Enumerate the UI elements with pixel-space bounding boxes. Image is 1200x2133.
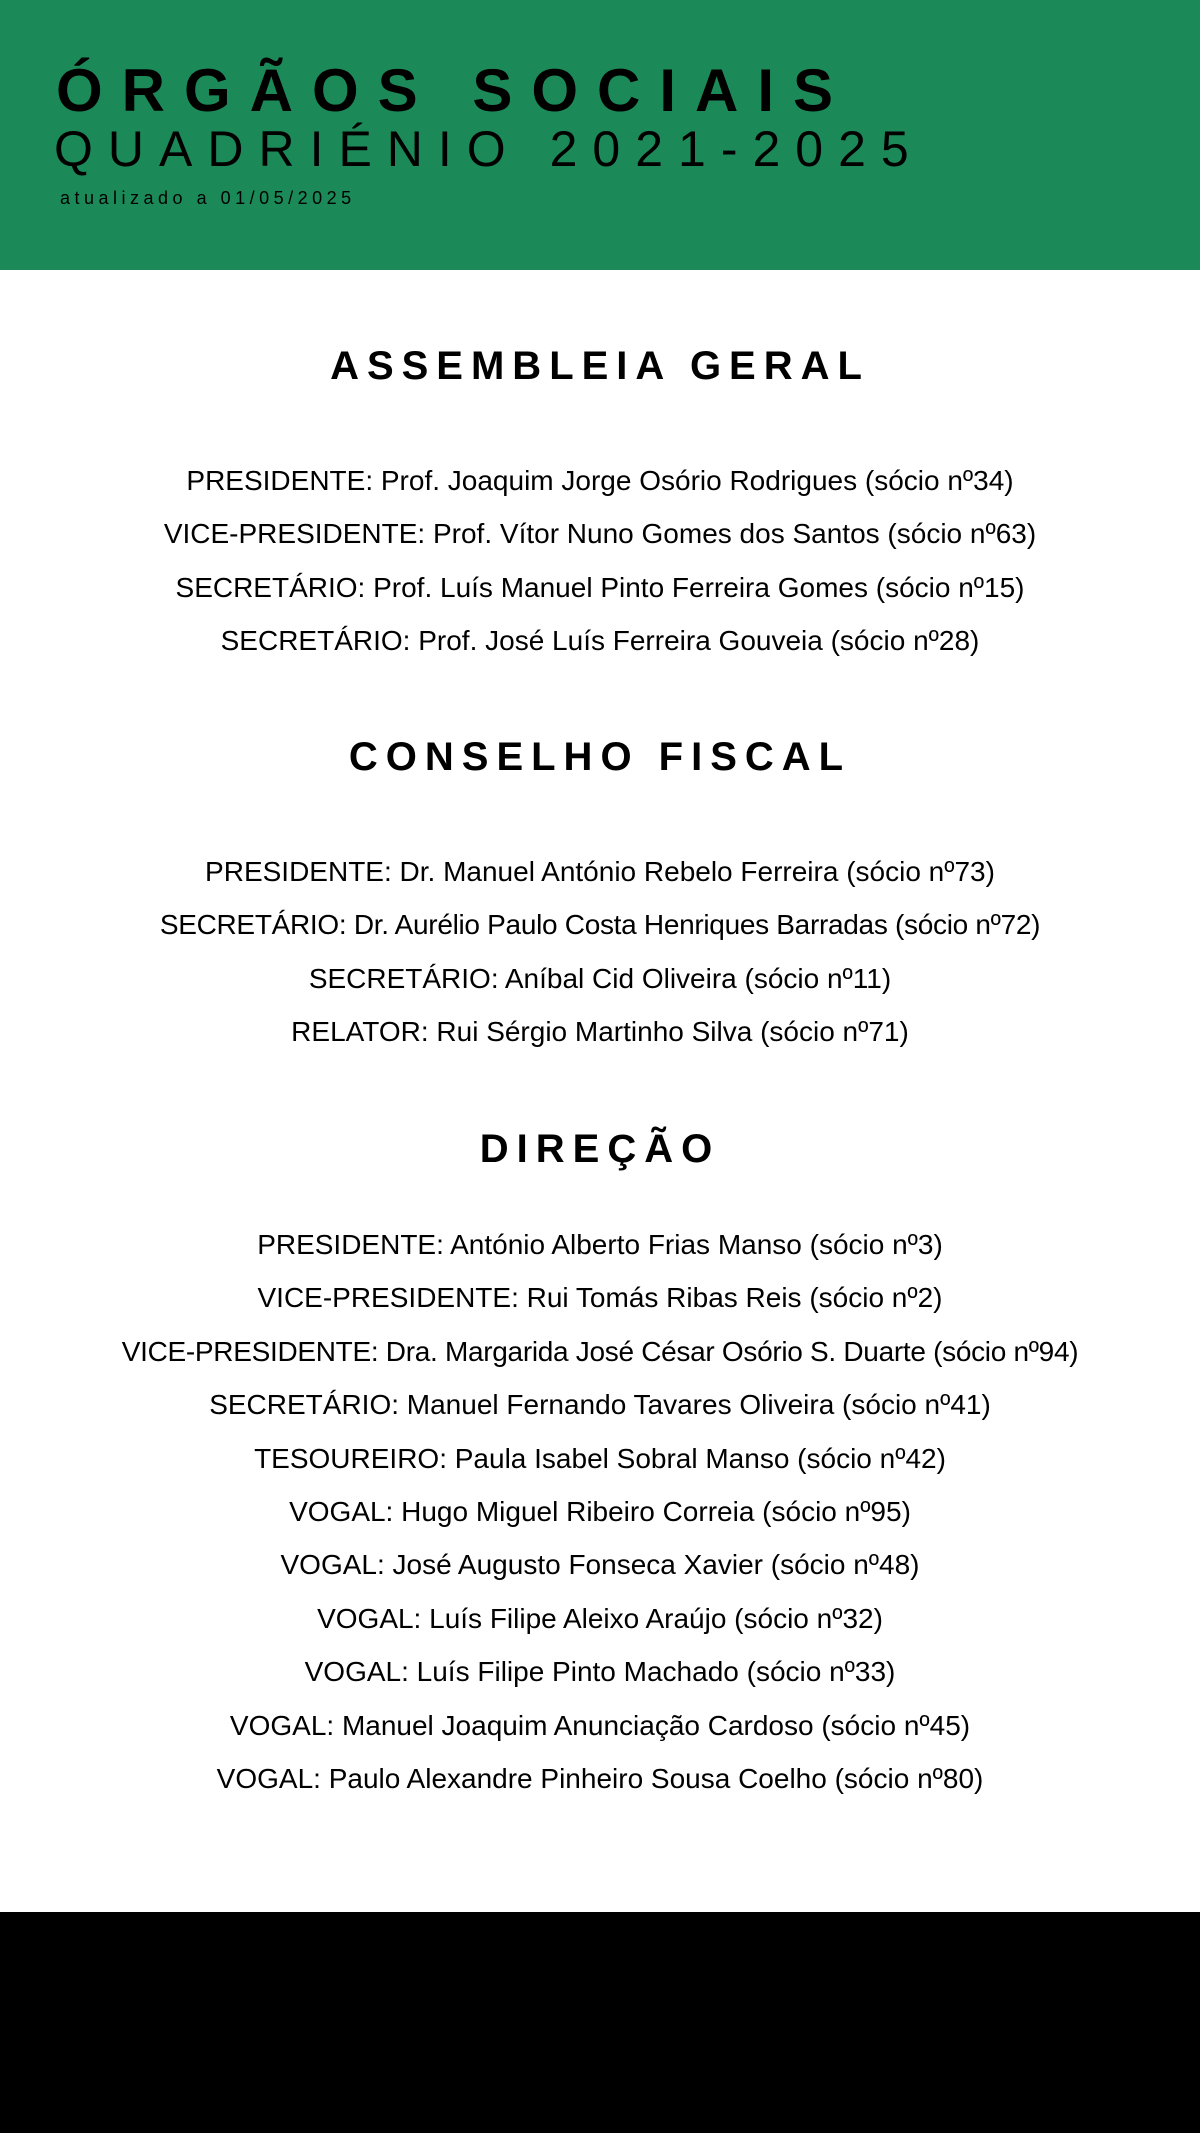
section-heading-conselho-fiscal: CONSELHO FISCAL [348,735,852,779]
list-item: VOGAL: Hugo Miguel Ribeiro Correia (sócio nº95) [289,1495,911,1527]
list-item: VOGAL: Luís Filipe Aleixo Araújo (sócio nº32) [317,1602,883,1634]
member-list-direcao [0,1218,1200,1805]
header-banner [0,0,1200,270]
section-heading-direcao: DIREÇÃO [479,1127,721,1171]
list-item: VOGAL: Luís Filipe Pinto Machado (sócio nº33) [304,1656,896,1688]
list-item: RELATOR: Rui Sérgio Martinho Silva (sócio nº71) [291,1016,909,1048]
list-item: SECRETÁRIO: Prof. José Luís Ferreira Gouveia (sócio nº28) [220,625,980,657]
list-item: SECRETÁRIO: Manuel Fernando Tavares Oliveira (sócio nº41) [209,1389,991,1421]
page-subtitle: QUADRIÉNIO 2021-2025 [54,121,924,177]
section-heading-assembleia-geral: ASSEMBLEIA GERAL [330,344,870,388]
updated-date: atualizado a 01/05/2025 [60,188,356,208]
list-item: VICE-PRESIDENTE: Rui Tomás Ribas Reis (sócio nº2) [257,1282,943,1314]
list-item: VOGAL: Manuel Joaquim Anunciação Cardoso (sócio nº45) [229,1709,971,1741]
footer-band [0,1912,1200,2133]
list-item: VICE-PRESIDENTE: Prof. Vítor Nuno Gomes dos Santos (sócio nº63) [163,518,1037,550]
list-item: SECRETÁRIO: Prof. Luís Manuel Pinto Ferreira Gomes (sócio nº15) [175,571,1025,603]
list-item: VOGAL: Paulo Alexandre Pinheiro Sousa Coelho (sócio nº80) [216,1762,984,1794]
page-title: ÓRGÃOS SOCIAIS [56,57,853,124]
list-item: TESOUREIRO: Paula Isabel Sobral Manso (sócio nº42) [254,1442,946,1474]
list-item: PRESIDENTE: Prof. Joaquim Jorge Osório Rodrigues (sócio nº34) [186,465,1014,496]
list-item: SECRETÁRIO: Aníbal Cid Oliveira (sócio nº11) [308,962,892,994]
list-item: VOGAL: José Augusto Fonseca Xavier (sócio nº48) [280,1549,920,1581]
list-item: SECRETÁRIO: Dr. Aurélio Paulo Costa Henriques Barradas (sócio nº72) [159,909,1041,941]
member-list-assembleia-geral [0,454,1200,668]
list-item: VICE-PRESIDENTE: Dra. Margarida José César Osório S. Duarte (sócio nº94) [121,1335,1079,1367]
list-item: PRESIDENTE: António Alberto Frias Manso (sócio nº3) [257,1229,943,1260]
list-item: PRESIDENTE: Dr. Manuel António Rebelo Ferreira (sócio nº73) [205,856,995,887]
member-list-conselho-fiscal [0,845,1200,1059]
